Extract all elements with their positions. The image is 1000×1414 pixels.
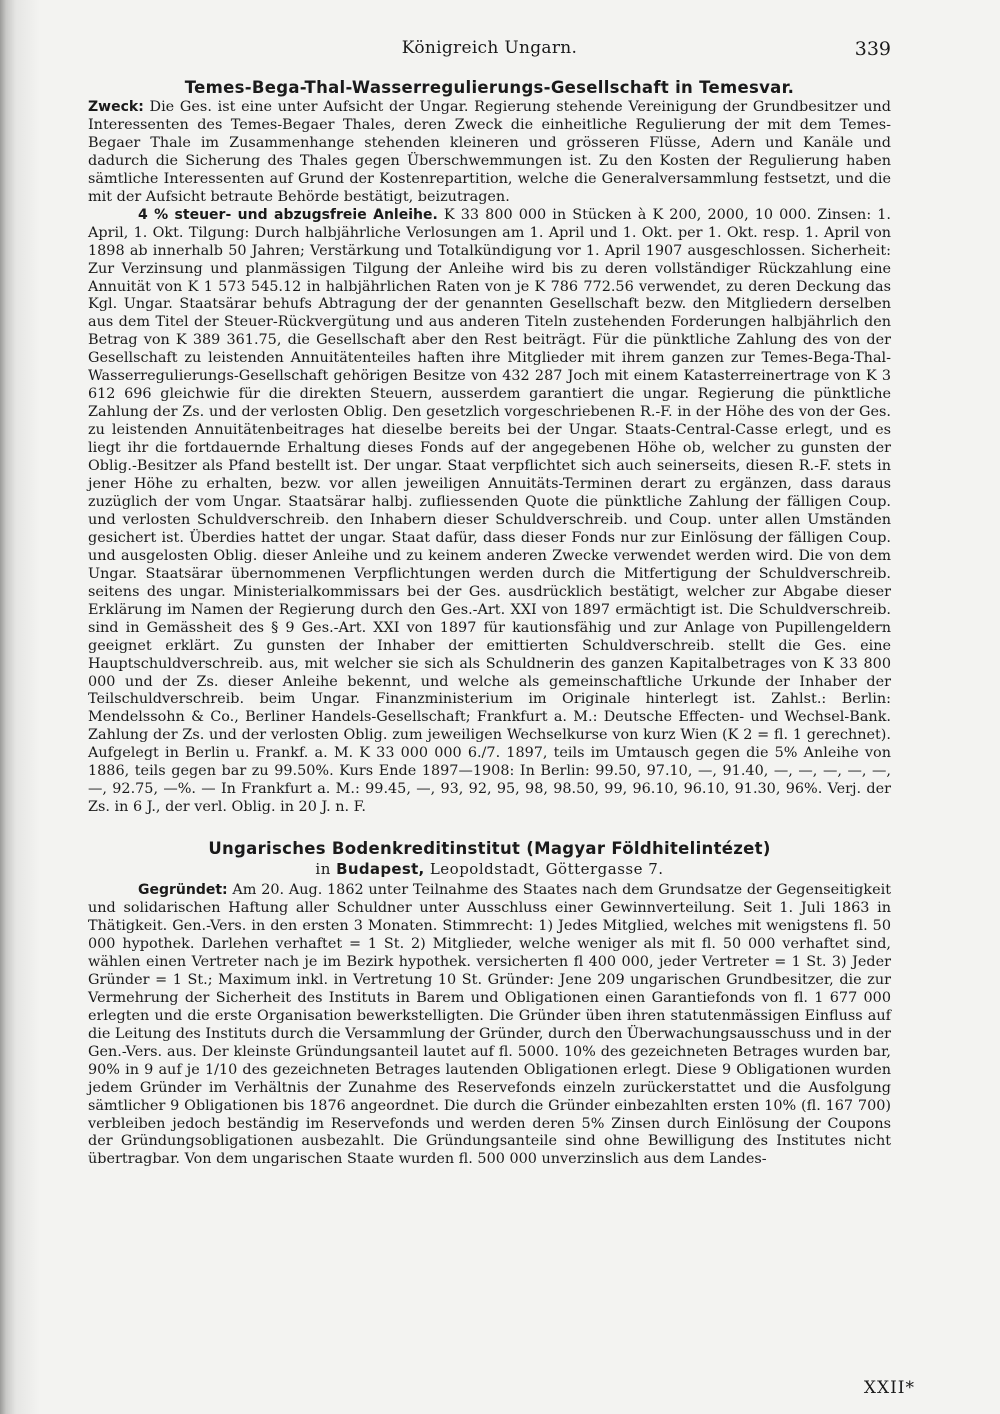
paragraph-zweck [88,99,891,207]
text-gegruendet: Am 20. Aug. 1862 unter Teilnahme des Staates nach dem Grundsatze der Gegenseitigkeit und solidarischen Haftung aller Schuldner unter Ausschluss einer Gewinnverteilung. Seit 1. Juli 1863 in Thätigkeit. Gen.-Vers. in den ersten 3 Monaten. Stimmrecht: 1) Jedes Mitglied, welches mit wenigstens fl. 50 000 hypothek. Darlehen verhaftet = 1 St. 2) Mitglieder, welche weniger als mit fl. 50 000 verhaftet sind, wählen einen Vertreter nach je im Bezirk hypothek. versicherten fl 400 000, jeder Vertreter = 1 St. 3) Jeder Gründer = 1 St.; Maximum inkl. in Vertretung 10 St. Gründer: Jene 209 ungarischen Grundbesitzer, die zur Vermehrung der Sicherheit des Instituts in Barem und Obligationen einen Garantiefonds von fl. 1 677 000 erlegten und die erste Organisation bewerkstelligten. Die Gründer üben ihren statutenmässigen Einfluss auf die Leitung des Instituts durch die Versammlung der Gründer, durch den Überwachungsausschuss und in der Gen.-Vers. aus. Der kleinste Gründungsanteil lautet auf fl. 5000. 10% des gezeichneten Betrages wurden bar, 90% in 9 auf je 1/10 des gezeichneten Betrages lautenden Obligationen erlegt. Diese 9 Obligationen wurden jedem Gründer im Verhältnis der Zunahme des Reservefonds einzeln zurückerstattet und die Ausfolgung sämtlicher 9 Obligationen bis 1876 angeordnet. Die durch die Gründer einbezahlten ersten 10% (fl. 167 700) verbleiben jedoch beständig im Reservefonds und werden deren 5% Zinsen durch Einlösung der Coupons der Gründungsobligationen ausbezahlt. Die Gründungsanteile sind ohne Bewilligung des Institutes nicht übertragbar. Von dem ungarischen Staate wurden fl. 500 000 unverzinslich aus dem Landes- [88,882,891,1168]
page-body [88,38,891,1169]
running-head [88,38,891,78]
address-in: in [315,860,331,879]
text-zweck: Die Ges. ist eine unter Aufsicht der Ungar. Regierung stehende Vereinigung der Grundbesitzer und Interessenten des Temes-Begaer Thales, deren Zweck die einheitliche Regulierung der mit dem Temes-Begaer Thale im Zusammenhange stehenden kleineren und grösseren Flüsse, Adern und Kanäle und dadurch die Sicherung des Thales gegen Überschwemmungen ist. Zu den Kosten der Regulierung haben sämtliche Interessenten auf Grund der Kostenrepartition, welche die Generalversammlung festsetzt, und die mit der Aufsicht betraute Behörde bestätigt, beizutragen. [88,99,891,205]
label-gegruendet: Gegründet: [138,882,228,899]
section-heading: Temes-Bega-Thal-Wasserregulierungs-Gesellschaft in Temesvar. [184,78,795,97]
address-street: Leopoldstadt, Göttergasse 7. [429,860,664,879]
page-edge-shadow [0,0,40,1414]
running-head-title: Königreich Ungarn. [401,38,578,58]
paragraph-gegruendet [88,882,891,1169]
heading-main: Ungarisches Bodenkreditinstitut [208,839,521,859]
section-temes-bega [88,78,891,817]
label-zweck: Zweck: [88,99,144,115]
paragraph-anleihe [88,207,891,817]
section-bodenkredit [88,839,891,1169]
text-anleihe: K 33 800 000 in Stücken à K 200, 2000, 10 000. Zinsen: 1. April, 1. Okt. Tilgung: Durch halbjährliche Verlosungen am 1. April und 1. Okt. per 1. Okt. resp. 1. April von 1898 ab innerhalb 50 Jahren; Verstärkung und Totalkündigung vor 1. April 1907 ausgeschlossen. Sicherheit: Zur Verzinsung und planmässigen Tilgung der Anleihe wird bis zu deren vollständiger Rückzahlung eine Annuität von K 1 573 545.12 in halbjährlichen Raten von je K 786 772.56 verwendet, zu deren Deckung das Kgl. Ungar. Staatsärar behufs Abtragung der der genannten Gesellschaft bezw. den Mitgliedern derselben aus dem Titel der Steuer-Rückvergütung und aus anderen Titeln zustehenden Forderungen halbjährlich den Betrag von K 389 361.75, die Gesellschaft aber den Rest beiträgt. Für die pünktliche Zahlung des von der Gesellschaft zu leistenden Annuitätenteiles haften ihre Mitglieder mit ihrem ganzen zur Temes-Bega-Thal-Wasserregulierungs-Gesellschaft gehörigen Besitze von 432 287 Joch mit einem Katasterreinertrage von K 3 612 696 gleichwie für die direkten Steuern, ausserdem garantiert die ungar. Regierung die pünktliche Zahlung der Zs. und der verlosten Oblig. Den gesetzlich vorgeschriebenen R.-F. in der Höhe des von der Ges. zu leistenden Annuitätenbeitrages hat dieselbe bereits bei der Ungar. Staats-Central-Casse erlegt, und es liegt ihr die fortdauernde Erhaltung dieses Fonds auf der angegebenen Höhe ob, welcher zu gunsten der Oblig.-Besitzer als Pfand bestellt ist. Der ungar. Staat verpflichtet sich auch seinerseits, diesen R.-F. stets in jener Höhe zu erhalten, bezw. vor allen jeweiligen Annuitäts-Terminen derart zu ergänzen, dass daraus zuzüglich der vom Ungar. Staatsärar halbj. zufliessenden Quote die pünktliche Zahlung der fälligen Coup. und verlosten Schuldverschreib. den Inhabern dieser Schuldverschreib. und Coup. unter allen Umständen gesichert ist. Überdies hattet der ungar. Staat dafür, dass dieser Fonds nur zur Einlösung der fälligen Coup. und ausgelosten Oblig. dieser Anleihe und zu keinem anderen Zwecke verwendet werden wird. Die von dem Ungar. Staatsärar übernommenen Verpflichtungen werden durch die Mitfertigung der Schuldverschreib. seitens des ungar. Ministerialkommissars bei der Ges. ausdrücklich bestätigt, welcher zur Abgabe dieser Erklärung im Namen der Regierung durch den Ges.-Art. XXI von 1897 ermächtigt ist. Die Schuldverschreib. sind in Gemässheit des § 9 Ges.-Art. XXI von 1897 für kautionsfähig und zur Anlage von Pupillengeldern geeignet erklärt. Zu gunsten der Inhaber der emittierten Schuldverschreib. stellt die Ges. eine Hauptschuldverschreib. aus, mit welcher sie sich als Schuldnerin des ganzen Kapitalbetrages von K 33 800 000 und der Zs. dieser Anleihe bekennt, und welche als gemeinschaftliche Urkunde der Inhaber der Teilschuldverschreib. beim Ungar. Finanzministerium im Originale hinterlegt ist. Zahlst.: Berlin: Mendelssohn & Co., Berliner Handels-Gesellschaft; Frankfurt a. M.: Deutsche Effecten- und Wechsel-Bank. Zahlung der Zs. und der verlosten Oblig. zum jeweiligen Wechselkurse von kurz Wien (K 2 = fl. 1 gerechnet). Aufgelegt in Berlin u. Frankf. a. M. K 33 000 000 6./7. 1897, teils im Umtausch gegen die 5% Anleihe von 1886, teils gegen bar zu 99.50%. Kurs Ende 1897—1908: In Berlin: 99.50, 97.10, —, 91.40, —, —, —, —, —, —, 92.75, —%. — In Frankfurt a. M.: 99.45, —, 93, 92, 95, 98, 98.50, 99, 96.10, 96.10, 91.30, 96%. Verj. der Zs. in 6 J., der verl. Oblig. in 20 J. n. F. [88,206,891,816]
section-heading-2 [88,839,891,858]
address-line [88,860,891,878]
label-anleihe: 4 % steuer- und abzugsfreie Anleihe. [138,206,438,223]
signature-mark: XXII* [863,1378,915,1398]
page-number: 339 [854,38,891,60]
heading-paren: (Magyar Földhitelintézet) [526,839,771,859]
address-city: Budapest, [336,860,425,879]
